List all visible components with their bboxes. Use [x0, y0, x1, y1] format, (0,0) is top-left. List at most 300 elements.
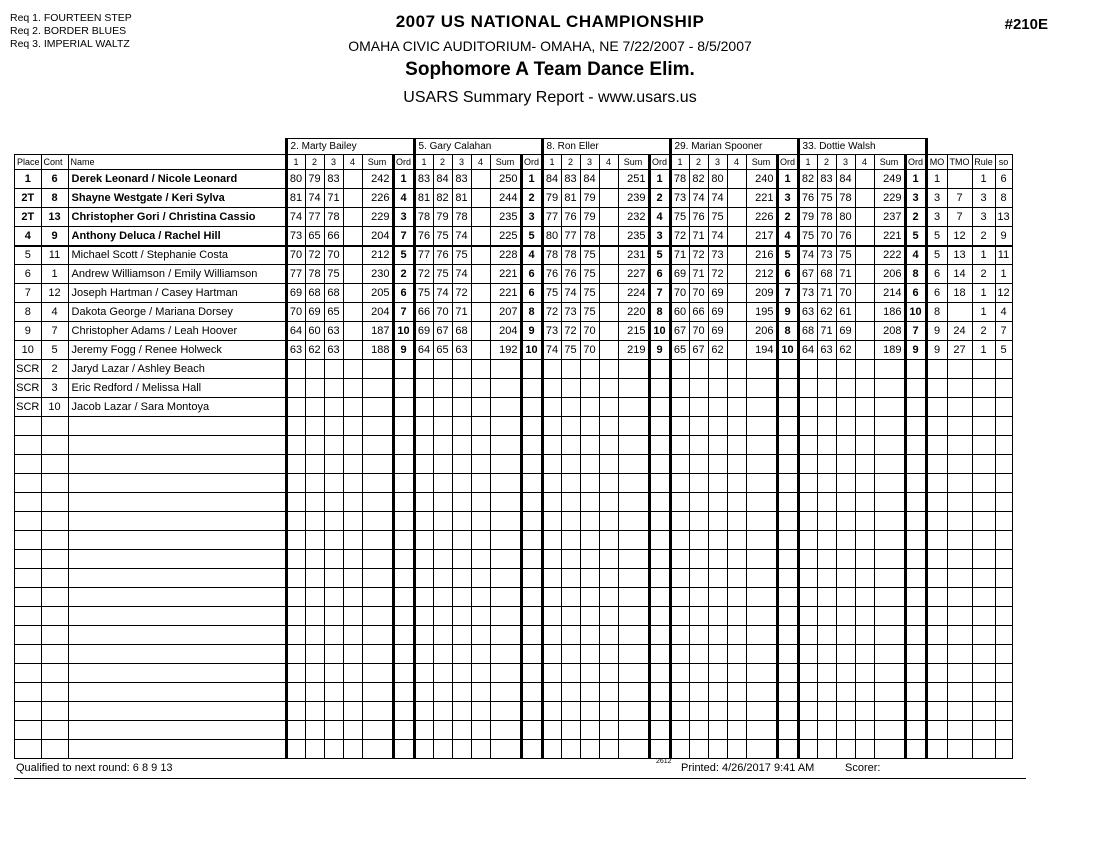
ord-cell: 10	[649, 322, 670, 341]
ord-cell	[649, 398, 670, 417]
score-cell	[414, 721, 433, 740]
place-cell	[15, 645, 42, 664]
score-cell: 82	[798, 170, 817, 189]
sum-cell	[874, 474, 905, 493]
ord-cell: 1	[393, 170, 414, 189]
rule-cell: 1	[972, 246, 995, 265]
score-cell	[414, 569, 433, 588]
score-cell	[433, 702, 452, 721]
score-cell	[727, 493, 746, 512]
tmo-cell	[947, 531, 972, 550]
score-cell: 75	[324, 265, 343, 284]
sub-header-1: 1	[670, 155, 689, 170]
score-cell	[855, 208, 874, 227]
sum-cell	[746, 360, 777, 379]
score-cell: 78	[542, 246, 561, 265]
sum-cell: 221	[746, 189, 777, 208]
sum-cell	[362, 360, 393, 379]
sum-cell: 231	[618, 246, 649, 265]
score-cell	[343, 170, 362, 189]
cont-cell: 3	[41, 379, 68, 398]
score-cell	[433, 398, 452, 417]
result-row	[15, 284, 1013, 303]
so-header: so	[995, 155, 1012, 170]
ord-cell	[393, 740, 414, 759]
ord-cell	[649, 512, 670, 531]
score-cell	[561, 436, 580, 455]
score-cell	[305, 626, 324, 645]
so-cell	[995, 398, 1012, 417]
score-cell	[561, 588, 580, 607]
name-cell	[68, 531, 286, 550]
score-cell	[452, 436, 471, 455]
ord-cell: 7	[393, 227, 414, 246]
score-cell: 75	[452, 246, 471, 265]
score-cell: 72	[689, 246, 708, 265]
score-cell	[855, 170, 874, 189]
score-cell	[708, 550, 727, 569]
score-cell: 67	[670, 322, 689, 341]
score-cell	[599, 436, 618, 455]
sum-cell: 186	[874, 303, 905, 322]
empty-row	[15, 550, 1013, 569]
score-cell	[855, 303, 874, 322]
sub-header-3: 3	[324, 155, 343, 170]
score-cell	[727, 246, 746, 265]
req-line-2: Req 2. BORDER BLUES	[10, 25, 127, 37]
sum-cell: 250	[490, 170, 521, 189]
rule-cell: 3	[972, 208, 995, 227]
sum-cell	[874, 360, 905, 379]
sub-header-2: 2	[433, 155, 452, 170]
tmo-cell	[947, 474, 972, 493]
sum-cell	[874, 721, 905, 740]
sum-cell	[874, 379, 905, 398]
sum-cell	[362, 436, 393, 455]
score-cell: 81	[414, 189, 433, 208]
score-cell: 76	[689, 208, 708, 227]
so-cell	[995, 607, 1012, 626]
score-cell	[414, 683, 433, 702]
score-cell: 82	[433, 189, 452, 208]
score-cell: 78	[670, 170, 689, 189]
ord-cell	[393, 455, 414, 474]
score-cell	[286, 588, 305, 607]
score-cell	[471, 588, 490, 607]
ord-cell	[521, 702, 542, 721]
sum-cell: 216	[746, 246, 777, 265]
sum-cell	[490, 626, 521, 645]
score-cell	[343, 626, 362, 645]
score-cell	[836, 569, 855, 588]
rule-cell	[972, 455, 995, 474]
cont-cell: 4	[41, 303, 68, 322]
score-cell	[324, 664, 343, 683]
rule-cell	[972, 721, 995, 740]
ord-cell	[521, 531, 542, 550]
score-cell: 84	[433, 170, 452, 189]
ord-cell	[905, 626, 926, 645]
cont-cell	[41, 702, 68, 721]
sum-cell	[874, 493, 905, 512]
score-cell	[580, 721, 599, 740]
score-cell	[855, 474, 874, 493]
score-cell	[324, 493, 343, 512]
score-cell	[599, 265, 618, 284]
score-cell	[305, 645, 324, 664]
score-cell	[414, 398, 433, 417]
score-cell	[452, 379, 471, 398]
score-cell: 72	[670, 227, 689, 246]
report-header	[0, 12, 1100, 107]
sub-header-sum: Sum	[362, 155, 393, 170]
so-cell	[995, 436, 1012, 455]
score-cell	[561, 740, 580, 759]
sub-header-2: 2	[561, 155, 580, 170]
score-cell: 78	[836, 189, 855, 208]
score-cell	[286, 626, 305, 645]
score-cell	[433, 474, 452, 493]
sum-cell	[874, 550, 905, 569]
score-cell	[343, 645, 362, 664]
score-cell	[599, 360, 618, 379]
ord-cell	[777, 588, 798, 607]
score-cell: 78	[414, 208, 433, 227]
score-cell	[561, 626, 580, 645]
rule-cell	[972, 550, 995, 569]
ord-cell: 9	[905, 341, 926, 360]
rule-cell	[972, 588, 995, 607]
score-cell	[670, 360, 689, 379]
score-cell	[599, 322, 618, 341]
so-cell	[995, 531, 1012, 550]
sub-header-ord: Ord	[905, 155, 926, 170]
score-cell: 74	[542, 341, 561, 360]
score-cell	[599, 227, 618, 246]
ord-cell: 8	[777, 322, 798, 341]
score-cell	[580, 569, 599, 588]
so-cell	[995, 474, 1012, 493]
name-header: Name	[68, 155, 286, 170]
ord-cell	[905, 702, 926, 721]
ord-cell: 10	[905, 303, 926, 322]
ord-cell	[521, 360, 542, 379]
score-cell	[599, 170, 618, 189]
empty-row	[15, 436, 1013, 455]
score-cell	[708, 569, 727, 588]
tmo-cell: 24	[947, 322, 972, 341]
score-cell	[343, 455, 362, 474]
place-cell	[15, 569, 42, 588]
name-cell	[68, 664, 286, 683]
so-cell	[995, 417, 1012, 436]
score-cell	[452, 626, 471, 645]
sum-cell	[490, 512, 521, 531]
sub-header-2: 2	[817, 155, 836, 170]
score-cell	[670, 607, 689, 626]
score-cell	[414, 360, 433, 379]
score-cell	[836, 531, 855, 550]
score-cell	[836, 379, 855, 398]
sum-cell	[746, 721, 777, 740]
score-cell	[599, 664, 618, 683]
score-cell	[817, 417, 836, 436]
score-cell: 76	[433, 246, 452, 265]
score-cell	[817, 360, 836, 379]
score-cell	[286, 645, 305, 664]
mo-cell: 3	[926, 189, 947, 208]
score-cell	[471, 417, 490, 436]
score-cell	[855, 550, 874, 569]
ord-cell: 5	[777, 246, 798, 265]
ord-cell	[521, 436, 542, 455]
score-cell: 75	[798, 227, 817, 246]
mo-cell	[926, 740, 947, 759]
mo-header: MO	[926, 155, 947, 170]
sum-cell	[874, 626, 905, 645]
sub-header-ord: Ord	[649, 155, 670, 170]
score-cell	[855, 341, 874, 360]
score-cell	[798, 379, 817, 398]
judge-header-4: 29. Marian Spooner	[670, 139, 798, 155]
score-cell	[689, 607, 708, 626]
result-row	[15, 189, 1013, 208]
score-cell	[542, 455, 561, 474]
venue-and-dates: OMAHA CIVIC AUDITORIUM- OMAHA, NE 7/22/2007 - 8/5/2007	[348, 38, 752, 54]
sum-cell	[618, 436, 649, 455]
score-cell	[689, 455, 708, 474]
score-cell	[670, 455, 689, 474]
ord-cell: 10	[777, 341, 798, 360]
score-cell: 71	[452, 303, 471, 322]
sum-cell: 204	[490, 322, 521, 341]
score-cell	[580, 645, 599, 664]
score-cell	[452, 607, 471, 626]
rule-cell	[972, 417, 995, 436]
score-cell	[414, 417, 433, 436]
score-cell	[689, 531, 708, 550]
name-cell	[68, 512, 286, 531]
score-cell	[286, 417, 305, 436]
score-cell	[580, 626, 599, 645]
so-cell	[995, 493, 1012, 512]
score-cell	[324, 626, 343, 645]
ord-cell	[777, 740, 798, 759]
score-cell	[542, 607, 561, 626]
so-cell: 9	[995, 227, 1012, 246]
ord-cell	[521, 664, 542, 683]
ord-cell	[777, 683, 798, 702]
ord-cell	[393, 531, 414, 550]
score-cell	[855, 740, 874, 759]
score-cell	[798, 398, 817, 417]
tmo-cell	[947, 436, 972, 455]
ord-cell	[777, 550, 798, 569]
sum-cell: 208	[874, 322, 905, 341]
score-cell	[305, 607, 324, 626]
tmo-cell	[947, 588, 972, 607]
ord-cell	[521, 683, 542, 702]
sum-cell	[618, 626, 649, 645]
so-cell	[995, 550, 1012, 569]
score-cell	[561, 607, 580, 626]
score-cell	[689, 493, 708, 512]
score-cell	[855, 227, 874, 246]
score-cell: 81	[452, 189, 471, 208]
sub-header-4: 4	[343, 155, 362, 170]
ord-cell	[649, 493, 670, 512]
score-cell: 71	[836, 265, 855, 284]
ord-cell: 5	[905, 227, 926, 246]
score-cell	[343, 398, 362, 417]
sum-cell	[746, 512, 777, 531]
ord-cell	[393, 626, 414, 645]
score-cell: 80	[836, 208, 855, 227]
score-cell	[452, 493, 471, 512]
tmo-cell	[947, 170, 972, 189]
score-cell: 77	[286, 265, 305, 284]
score-cell	[286, 569, 305, 588]
empty-row	[15, 474, 1013, 493]
sum-cell	[746, 455, 777, 474]
score-cell	[286, 436, 305, 455]
so-cell: 4	[995, 303, 1012, 322]
score-cell	[286, 455, 305, 474]
score-cell	[689, 569, 708, 588]
score-cell	[324, 645, 343, 664]
score-cell	[798, 588, 817, 607]
score-cell: 60	[305, 322, 324, 341]
score-cell	[542, 512, 561, 531]
score-cell	[689, 398, 708, 417]
score-cell	[836, 607, 855, 626]
sub-header-sum: Sum	[490, 155, 521, 170]
sub-header-1: 1	[798, 155, 817, 170]
score-cell	[452, 398, 471, 417]
score-cell	[727, 550, 746, 569]
score-cell	[817, 664, 836, 683]
score-cell	[855, 322, 874, 341]
ord-cell: 7	[777, 284, 798, 303]
ord-cell	[649, 607, 670, 626]
name-cell: Dakota George / Mariana Dorsey	[68, 303, 286, 322]
score-cell: 61	[836, 303, 855, 322]
cont-cell	[41, 474, 68, 493]
sum-cell: 222	[874, 246, 905, 265]
sum-cell	[618, 550, 649, 569]
ord-cell	[393, 493, 414, 512]
score-cell	[727, 189, 746, 208]
mo-cell: 1	[926, 170, 947, 189]
score-cell	[471, 626, 490, 645]
ord-cell: 1	[777, 170, 798, 189]
cont-cell	[41, 607, 68, 626]
rule-cell	[972, 702, 995, 721]
sum-cell: 209	[746, 284, 777, 303]
sub-header-4: 4	[727, 155, 746, 170]
score-cell	[727, 645, 746, 664]
sum-cell: 221	[490, 284, 521, 303]
sum-cell	[490, 455, 521, 474]
empty-row	[15, 455, 1013, 474]
mo-cell: 6	[926, 265, 947, 284]
score-cell	[305, 398, 324, 417]
sum-cell	[490, 683, 521, 702]
score-cell	[599, 721, 618, 740]
result-row	[15, 208, 1013, 227]
mo-cell	[926, 360, 947, 379]
score-cell	[708, 474, 727, 493]
cont-cell: 12	[41, 284, 68, 303]
place-cell	[15, 607, 42, 626]
score-cell	[452, 702, 471, 721]
score-cell: 84	[836, 170, 855, 189]
score-cell	[855, 626, 874, 645]
score-cell	[433, 436, 452, 455]
sum-cell	[618, 740, 649, 759]
sum-cell	[874, 702, 905, 721]
mo-cell: 3	[926, 208, 947, 227]
name-cell: Christopher Adams / Leah Hoover	[68, 322, 286, 341]
sum-cell	[618, 360, 649, 379]
score-cell	[286, 550, 305, 569]
score-cell	[798, 493, 817, 512]
score-cell	[542, 531, 561, 550]
ord-cell	[905, 436, 926, 455]
score-cell	[471, 607, 490, 626]
score-cell: 75	[708, 208, 727, 227]
score-cell	[670, 664, 689, 683]
so-cell	[995, 683, 1012, 702]
empty-row	[15, 588, 1013, 607]
score-cell	[727, 417, 746, 436]
sum-cell	[746, 664, 777, 683]
mo-cell	[926, 607, 947, 626]
sum-cell	[490, 398, 521, 417]
empty-row	[15, 721, 1013, 740]
score-cell	[599, 455, 618, 474]
score-cell	[708, 493, 727, 512]
sum-cell	[362, 417, 393, 436]
score-cell	[817, 398, 836, 417]
ord-cell: 1	[905, 170, 926, 189]
empty-row	[15, 626, 1013, 645]
score-cell	[471, 569, 490, 588]
score-cell	[305, 379, 324, 398]
score-cell: 82	[689, 170, 708, 189]
sum-cell	[618, 512, 649, 531]
score-cell: 63	[324, 322, 343, 341]
score-cell	[343, 512, 362, 531]
sum-cell	[490, 645, 521, 664]
score-cell	[798, 436, 817, 455]
score-cell: 62	[836, 341, 855, 360]
sum-cell: 194	[746, 341, 777, 360]
mo-cell	[926, 398, 947, 417]
score-cell	[433, 531, 452, 550]
sum-cell	[490, 588, 521, 607]
score-cell	[689, 664, 708, 683]
score-cell	[414, 588, 433, 607]
ord-cell	[393, 417, 414, 436]
score-cell: 70	[580, 322, 599, 341]
score-cell: 75	[414, 284, 433, 303]
score-cell	[580, 417, 599, 436]
score-cell: 65	[670, 341, 689, 360]
score-cell	[561, 664, 580, 683]
ord-cell	[905, 569, 926, 588]
so-cell	[995, 360, 1012, 379]
